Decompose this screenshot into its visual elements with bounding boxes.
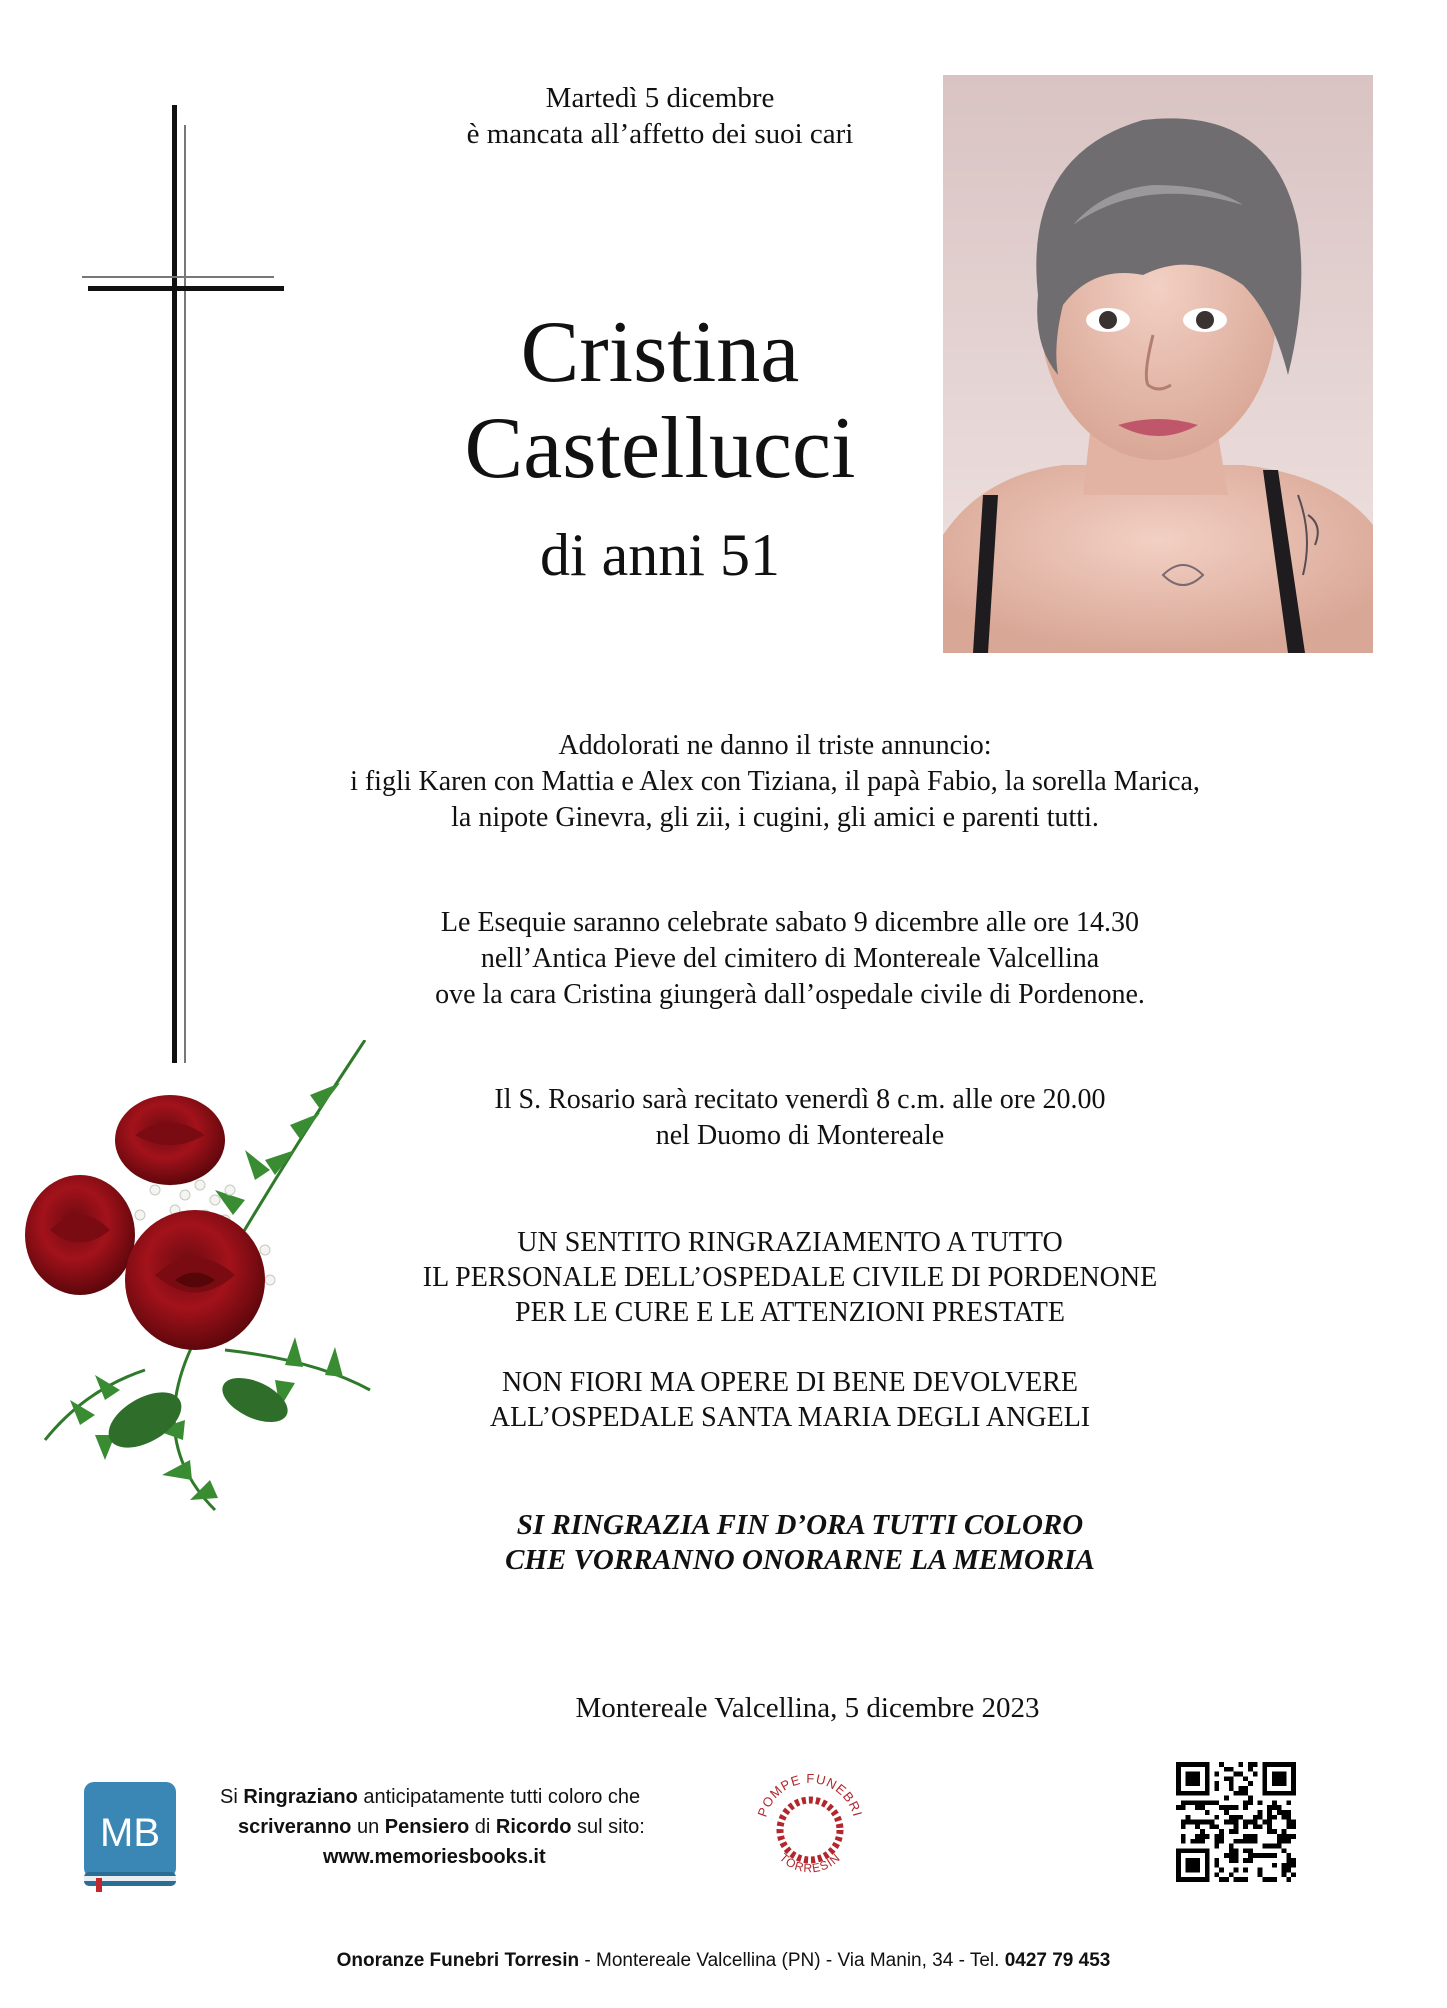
closing-block — [300, 1508, 1300, 1578]
funeral-line-3: ove la cara Cristina giungerà dall’ospedale civile di Pordenone. — [435, 979, 1145, 1010]
intro-text — [380, 80, 940, 152]
thanks-block — [300, 1225, 1280, 1330]
thanks-line-3: PER LE CURE E LE ATTENZIONI PRESTATE — [515, 1297, 1065, 1328]
svg-text:TORRESIN — [777, 1850, 844, 1875]
svg-text:POMPE FUNEBRI — [755, 1771, 866, 1819]
closing-line-2: CHE VORRANNO ONORARNE LA MEMORIA — [505, 1544, 1095, 1576]
intro-line-1: Martedì 5 dicembre — [545, 82, 775, 114]
cross-horizontal-shadow — [82, 276, 274, 278]
no-flowers-block — [300, 1365, 1280, 1435]
memoriesbooks-logo — [80, 1780, 180, 1892]
footer-phone: 0427 79 453 — [1004, 1950, 1111, 1971]
portrait-photo — [943, 75, 1373, 653]
announcement-line-1: Addolorati ne danno il triste annuncio: — [558, 730, 992, 761]
cross-horizontal-beam — [88, 286, 284, 291]
pompe-funebri-seal-logo — [745, 1758, 875, 1888]
thanks-line-2: IL PERSONALE DELL’OSPEDALE CIVILE DI PORDENONE — [422, 1262, 1158, 1293]
rosary-line-2: nel Duomo di Montereale — [655, 1120, 945, 1151]
rosary-line-1: Il S. Rosario sarà recitato venerdì 8 c.m. alle ore 20.00 — [494, 1084, 1106, 1115]
first-name: Cristina — [520, 304, 800, 401]
closing-line-1: SI RINGRAZIA FIN D’ORA TUTTI COLORO — [516, 1509, 1084, 1541]
place-date: Montereale Valcellina, 5 dicembre 2023 — [575, 1692, 1040, 1724]
seal-bottom-text: TORRESIN — [776, 1850, 844, 1876]
announcement-line-2: i figli Karen con Mattia e Alex con Tiziana, il papà Fabio, la sorella Marica, — [350, 766, 1200, 797]
memories-url-link[interactable]: www.memoriesbooks.it — [323, 1846, 546, 1868]
footer — [150, 1948, 1297, 1974]
last-name: Castellucci — [464, 400, 856, 497]
rosary-block — [380, 1082, 1220, 1154]
mb-logo-text: MB — [100, 1811, 160, 1855]
roses-bouquet-image — [25, 1040, 375, 1515]
no-flowers-line-1: NON FIORI MA OPERE DI BENE DEVOLVERE — [501, 1367, 1079, 1398]
announcement-block — [220, 728, 1330, 836]
funeral-block — [300, 905, 1280, 1013]
cross-vertical-shadow — [184, 125, 186, 1063]
footer-company: Onoranze Funebri Torresin — [336, 1950, 580, 1971]
deceased-age: di anni 51 — [540, 522, 780, 588]
footer-address: - Montereale Valcellina (PN) - Via Manin, 34 - Tel. — [579, 1950, 1005, 1971]
memories-notice — [218, 1782, 678, 1872]
memories-line-2: scriveranno un Pensiero di Ricordo sul sito: — [238, 1816, 645, 1838]
qr-code[interactable] — [1176, 1762, 1296, 1882]
intro-line-2: è mancata all’affetto dei suoi cari — [466, 118, 854, 150]
thanks-line-1: UN SENTITO RINGRAZIAMENTO A TUTTO — [517, 1227, 1063, 1258]
cross-vertical-beam — [172, 105, 177, 1063]
no-flowers-line-2: ALL’OSPEDALE SANTA MARIA DEGLI ANGELI — [489, 1402, 1091, 1433]
funeral-line-2: nell’Antica Pieve del cimitero di Montereale Valcellina — [480, 943, 1100, 974]
announcement-line-3: la nipote Ginevra, gli zii, i cugini, gli amici e parenti tutti. — [451, 802, 1099, 833]
seal-top-text: POMPE FUNEBRI — [754, 1770, 866, 1819]
funeral-line-1: Le Esequie saranno celebrate sabato 9 dicembre alle ore 14.30 — [440, 907, 1140, 938]
deceased-name — [380, 305, 940, 497]
memories-line-1: Si Ringraziano anticipatamente tutti coloro che — [220, 1786, 641, 1808]
